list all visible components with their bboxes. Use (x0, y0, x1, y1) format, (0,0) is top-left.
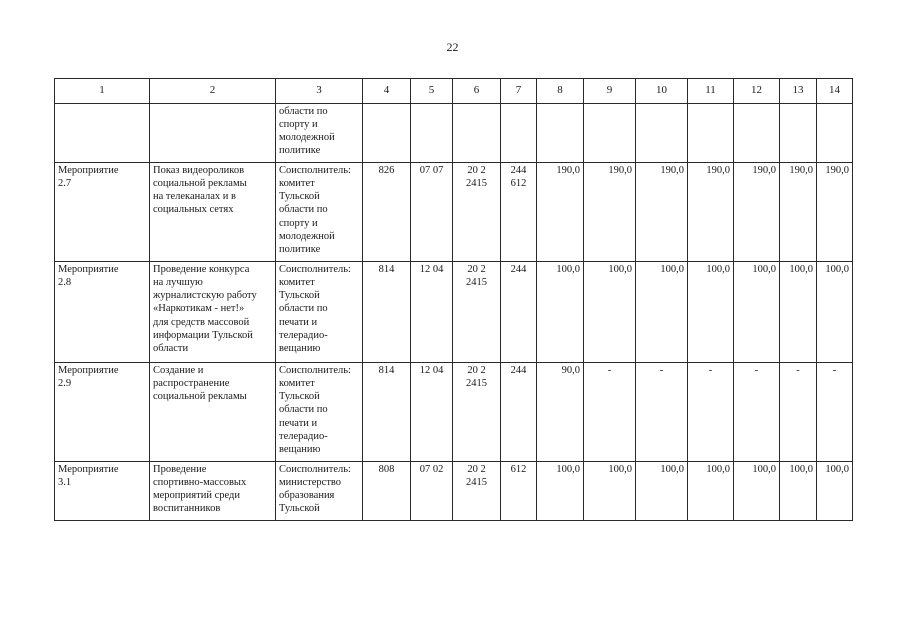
cell-event: Мероприятие 3.1 (55, 462, 150, 521)
cell-value: 100,0 (636, 462, 688, 521)
cell-name: Показ видеороликов социальной рекламы на телеканалах и в социальных сетях (150, 163, 276, 262)
cell-value: 100,0 (780, 462, 817, 521)
cell-value: 190,0 (817, 163, 853, 262)
cell-empty (363, 104, 411, 163)
cell-empty (817, 104, 853, 163)
cell-event: Мероприятие 2.9 (55, 363, 150, 462)
cell-value: - (636, 363, 688, 462)
cell-col-7: 244 (501, 363, 537, 462)
cell-value: - (817, 363, 853, 462)
cell-col-7: 244 (501, 262, 537, 363)
cell-col-5: 07 07 (411, 163, 453, 262)
cell-value: 100,0 (636, 262, 688, 363)
header-col-7: 7 (501, 79, 537, 104)
cell-empty (453, 104, 501, 163)
header-col-11: 11 (688, 79, 734, 104)
cell-col-5: 07 02 (411, 462, 453, 521)
header-col-3: 3 (276, 79, 363, 104)
header-col-4: 4 (363, 79, 411, 104)
header-col-10: 10 (636, 79, 688, 104)
header-row (55, 79, 853, 104)
cell-col-4: 826 (363, 163, 411, 262)
table-row (55, 163, 853, 262)
cell-executor: Соисполнитель: комитет Тульской области по печати и телерадио- вещанию (276, 363, 363, 462)
cell-value: 190,0 (780, 163, 817, 262)
header-col-6: 6 (453, 79, 501, 104)
cell-value: 100,0 (584, 262, 636, 363)
header-col-9: 9 (584, 79, 636, 104)
header-col-2: 2 (150, 79, 276, 104)
header-col-12: 12 (734, 79, 780, 104)
cell-empty (734, 104, 780, 163)
table-row-continuation (55, 104, 853, 163)
cell-col-4: 814 (363, 363, 411, 462)
cell-name: Создание и распространение социальной рекламы (150, 363, 276, 462)
cell-executor: Соисполнитель: комитет Тульской области по печати и телерадио- вещанию (276, 262, 363, 363)
cell-empty (636, 104, 688, 163)
cell-col-4: 814 (363, 262, 411, 363)
cell-col-7: 612 (501, 462, 537, 521)
header-col-13: 13 (780, 79, 817, 104)
cell-value: 190,0 (584, 163, 636, 262)
cell-empty (780, 104, 817, 163)
cell-col-4: 808 (363, 462, 411, 521)
page-number: 22 (446, 40, 459, 54)
cell-col-5: 12 04 (411, 262, 453, 363)
cell-value: - (780, 363, 817, 462)
cell-empty (688, 104, 734, 163)
cell-value: 100,0 (817, 462, 853, 521)
cell-col-6: 20 2 2415 (453, 163, 501, 262)
cell-empty (501, 104, 537, 163)
cell-col-5: 12 04 (411, 363, 453, 462)
cell-event (55, 104, 150, 163)
cell-col-6: 20 2 2415 (453, 462, 501, 521)
cell-col-7: 244 612 (501, 163, 537, 262)
cell-empty (537, 104, 584, 163)
cell-value: 100,0 (688, 262, 734, 363)
cell-value: - (734, 363, 780, 462)
cell-value: 100,0 (734, 462, 780, 521)
cell-value: 100,0 (537, 462, 584, 521)
cell-executor: Соисполнитель: министерство образования Тульской (276, 462, 363, 521)
cell-col-6: 20 2 2415 (453, 363, 501, 462)
cell-value: 190,0 (537, 163, 584, 262)
cell-value: 100,0 (584, 462, 636, 521)
cell-col-6: 20 2 2415 (453, 262, 501, 363)
cell-event: Мероприятие 2.7 (55, 163, 150, 262)
cell-value: - (584, 363, 636, 462)
cell-value: 100,0 (537, 262, 584, 363)
cell-event: Мероприятие 2.8 (55, 262, 150, 363)
header-col-5: 5 (411, 79, 453, 104)
cell-empty (411, 104, 453, 163)
cell-value: 100,0 (817, 262, 853, 363)
cell-value: 100,0 (688, 462, 734, 521)
cell-value: 190,0 (734, 163, 780, 262)
cell-name: Проведение спортивно-массовых мероприятий среди воспитанников (150, 462, 276, 521)
cell-name: Проведение конкурса на лучшую журналистскую работу «Наркотикам - нет!» для средств массовой информации Тульской области (150, 262, 276, 363)
table-row (55, 262, 853, 363)
table-row (55, 363, 853, 462)
cell-empty (584, 104, 636, 163)
table-row (55, 462, 853, 521)
cell-value: 190,0 (688, 163, 734, 262)
cell-value: 100,0 (734, 262, 780, 363)
cell-name (150, 104, 276, 163)
budget-table (54, 78, 853, 521)
cell-value: 190,0 (636, 163, 688, 262)
header-col-8: 8 (537, 79, 584, 104)
cell-value: 100,0 (780, 262, 817, 363)
header-col-14: 14 (817, 79, 853, 104)
header-col-1: 1 (55, 79, 150, 104)
cell-value: - (688, 363, 734, 462)
cell-executor: Соисполнитель: комитет Тульской области по спорту и молодежной политике (276, 163, 363, 262)
cell-executor: области по спорту и молодежной политике (276, 104, 363, 163)
cell-value: 90,0 (537, 363, 584, 462)
